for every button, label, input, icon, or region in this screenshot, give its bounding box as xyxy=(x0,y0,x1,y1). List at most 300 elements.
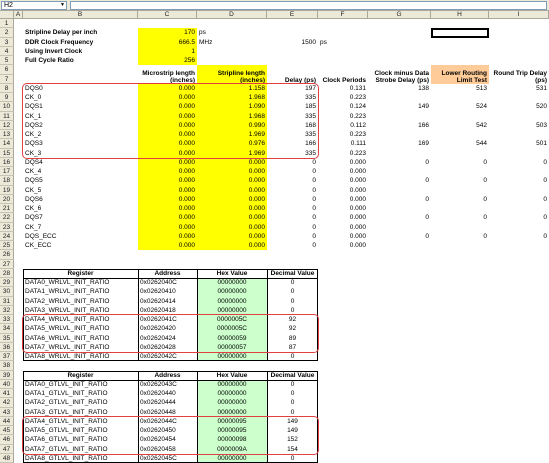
clock-minus-dqs[interactable] xyxy=(368,93,431,102)
register-address[interactable]: 0x0262045C xyxy=(138,454,197,463)
row-header[interactable]: 42 xyxy=(0,398,14,407)
clock-minus-dqs[interactable]: 0 xyxy=(368,232,431,241)
register-name[interactable]: DATA1_GTLVL_INIT_RATIO xyxy=(23,389,138,398)
microstrip-length[interactable]: 0.000 xyxy=(138,241,197,250)
register-address[interactable]: 0x02620454 xyxy=(138,435,197,444)
round-trip-delay[interactable]: 0 xyxy=(489,213,549,222)
round-trip-delay[interactable]: 0 xyxy=(489,158,549,167)
row-header[interactable]: 4 xyxy=(0,47,14,56)
table-header-address[interactable]: Address xyxy=(138,269,197,278)
param-unit[interactable]: MHz xyxy=(197,38,267,47)
microstrip-length[interactable]: 0.000 xyxy=(138,213,197,222)
row-header[interactable]: 21 xyxy=(0,204,14,213)
row-header[interactable]: 32 xyxy=(0,306,14,315)
row-header[interactable]: 37 xyxy=(0,352,14,361)
clock-periods[interactable]: 0.000 xyxy=(318,241,368,250)
column-header-i[interactable]: I xyxy=(489,11,549,19)
clock-minus-dqs[interactable]: 166 xyxy=(368,121,431,130)
clock-minus-dqs[interactable] xyxy=(368,186,431,195)
row-header[interactable]: 13 xyxy=(0,130,14,139)
register-address[interactable]: 0x02620444 xyxy=(138,398,197,407)
chevron-down-icon[interactable]: ▼ xyxy=(60,2,65,9)
register-decimal-value[interactable]: 0 xyxy=(267,398,318,407)
microstrip-length[interactable]: 0.000 xyxy=(138,130,197,139)
register-name[interactable]: DATA5_GTLVL_INIT_RATIO xyxy=(23,426,138,435)
lower-routing-limit[interactable]: 0 xyxy=(431,158,489,167)
register-name[interactable]: DATA8_WRLVL_INIT_RATIO xyxy=(23,352,138,361)
register-decimal-value[interactable]: 0 xyxy=(267,380,318,389)
register-name[interactable]: DATA7_WRLVL_INIT_RATIO xyxy=(23,343,138,352)
signal-name[interactable]: DQS0 xyxy=(23,84,138,93)
param-value[interactable]: 256 xyxy=(138,56,197,65)
register-address[interactable]: 0x02620420 xyxy=(138,324,197,333)
param-label[interactable]: DDR Clock Frequency xyxy=(23,38,138,47)
delay-value[interactable]: 0 xyxy=(267,223,318,232)
register-address[interactable]: 0x0262041C xyxy=(138,315,197,324)
signal-name[interactable]: CK_3 xyxy=(23,149,138,158)
param-value[interactable]: 1 xyxy=(138,47,197,56)
microstrip-length[interactable]: 0.000 xyxy=(138,167,197,176)
register-address[interactable]: 0x0262044C xyxy=(138,417,197,426)
lower-routing-limit[interactable]: 542 xyxy=(431,121,489,130)
table-header-register[interactable]: Register xyxy=(23,269,138,278)
register-decimal-value[interactable]: 154 xyxy=(267,445,318,454)
row-header[interactable]: 27 xyxy=(0,260,14,269)
stripline-length[interactable]: 0.000 xyxy=(197,223,267,232)
row-header[interactable]: 43 xyxy=(0,408,14,417)
delay-value[interactable]: 0 xyxy=(267,213,318,222)
register-hex-value[interactable]: 0000009A xyxy=(197,445,267,454)
delay-value[interactable]: 0 xyxy=(267,195,318,204)
delay-value[interactable]: 185 xyxy=(267,102,318,111)
param-extra-unit[interactable]: ps xyxy=(318,38,368,47)
round-trip-delay[interactable]: 0 xyxy=(489,232,549,241)
register-hex-value[interactable]: 00000000 xyxy=(197,278,267,287)
round-trip-delay[interactable] xyxy=(489,223,549,232)
delay-value[interactable]: 335 xyxy=(267,130,318,139)
clock-periods[interactable]: 0.000 xyxy=(318,158,368,167)
round-trip-delay[interactable]: 0 xyxy=(489,176,549,185)
register-hex-value[interactable]: 00000000 xyxy=(197,380,267,389)
clock-minus-dqs[interactable] xyxy=(368,130,431,139)
stripline-length[interactable]: 0.976 xyxy=(197,139,267,148)
register-name[interactable]: DATA6_GTLVL_INIT_RATIO xyxy=(23,435,138,444)
stripline-length[interactable]: 0.000 xyxy=(197,158,267,167)
clock-periods[interactable]: 0.000 xyxy=(318,204,368,213)
clock-periods[interactable]: 0.000 xyxy=(318,176,368,185)
table-header-hex[interactable]: Hex Value xyxy=(197,371,267,380)
row-header[interactable]: 17 xyxy=(0,167,14,176)
register-name[interactable]: DATA4_GTLVL_INIT_RATIO xyxy=(23,417,138,426)
row-header[interactable]: 34 xyxy=(0,324,14,333)
register-decimal-value[interactable]: 0 xyxy=(267,278,318,287)
lower-routing-limit[interactable]: 513 xyxy=(431,84,489,93)
row-header[interactable]: 23 xyxy=(0,223,14,232)
stripline-length[interactable]: 0.990 xyxy=(197,121,267,130)
row-header[interactable]: 45 xyxy=(0,426,14,435)
lower-routing-limit[interactable]: 0 xyxy=(431,232,489,241)
register-name[interactable]: DATA3_WRLVL_INIT_RATIO xyxy=(23,306,138,315)
signal-name[interactable]: DQS5 xyxy=(23,176,138,185)
clock-minus-dqs[interactable]: 138 xyxy=(368,84,431,93)
register-address[interactable]: 0x02620448 xyxy=(138,408,197,417)
stripline-length[interactable]: 0.000 xyxy=(197,204,267,213)
signal-name[interactable]: DQS4 xyxy=(23,158,138,167)
row-header[interactable]: 7 xyxy=(0,75,14,84)
clock-periods[interactable]: 0.223 xyxy=(318,112,368,121)
clock-periods[interactable]: 0.112 xyxy=(318,121,368,130)
column-header-b[interactable]: B xyxy=(23,11,138,19)
stripline-length[interactable]: 1.968 xyxy=(197,112,267,121)
delay-value[interactable]: 0 xyxy=(267,167,318,176)
register-decimal-value[interactable]: 0 xyxy=(267,454,318,463)
row-header[interactable]: 40 xyxy=(0,380,14,389)
signal-name[interactable]: CK_4 xyxy=(23,167,138,176)
delay-value[interactable]: 335 xyxy=(267,93,318,102)
row-header[interactable]: 16 xyxy=(0,158,14,167)
row-header[interactable]: 24 xyxy=(0,232,14,241)
microstrip-length[interactable]: 0.000 xyxy=(138,204,197,213)
clock-periods[interactable]: 0.131 xyxy=(318,84,368,93)
register-decimal-value[interactable]: 92 xyxy=(267,315,318,324)
register-decimal-value[interactable]: 0 xyxy=(267,297,318,306)
row-header[interactable]: 46 xyxy=(0,435,14,444)
round-trip-delay[interactable] xyxy=(489,204,549,213)
table-header-hex[interactable]: Hex Value xyxy=(197,269,267,278)
clock-minus-dqs[interactable] xyxy=(368,149,431,158)
name-box[interactable] xyxy=(1,1,67,10)
selected-cell-h2[interactable] xyxy=(431,28,489,37)
register-address[interactable]: 0x02620414 xyxy=(138,297,197,306)
register-hex-value[interactable]: 00000000 xyxy=(197,454,267,463)
signal-name[interactable]: CK_6 xyxy=(23,204,138,213)
delay-value[interactable]: 0 xyxy=(267,186,318,195)
lower-routing-limit[interactable] xyxy=(431,241,489,250)
microstrip-length[interactable]: 0.000 xyxy=(138,158,197,167)
register-name[interactable]: DATA6_WRLVL_INIT_RATIO xyxy=(23,334,138,343)
row-header[interactable]: 12 xyxy=(0,121,14,130)
register-name[interactable]: DATA1_WRLVL_INIT_RATIO xyxy=(23,287,138,296)
column-header-f[interactable]: F xyxy=(318,11,368,19)
param-label[interactable]: Stripline Delay per inch xyxy=(23,28,138,37)
microstrip-length[interactable]: 0.000 xyxy=(138,102,197,111)
round-trip-delay[interactable] xyxy=(489,130,549,139)
register-address[interactable]: 0x02620418 xyxy=(138,306,197,315)
round-trip-delay[interactable]: 520 xyxy=(489,102,549,111)
stripline-length[interactable]: 1.969 xyxy=(197,130,267,139)
column-header-d[interactable]: D xyxy=(197,11,267,19)
row-header[interactable]: 22 xyxy=(0,213,14,222)
microstrip-length[interactable]: 0.000 xyxy=(138,186,197,195)
row-header[interactable]: 2 xyxy=(0,28,14,37)
register-hex-value[interactable]: 00000000 xyxy=(197,306,267,315)
stripline-length[interactable]: 1.090 xyxy=(197,102,267,111)
register-name[interactable]: DATA0_GTLVL_INIT_RATIO xyxy=(23,380,138,389)
microstrip-length[interactable]: 0.000 xyxy=(138,84,197,93)
clock-periods[interactable]: 0.111 xyxy=(318,139,368,148)
clock-minus-dqs[interactable] xyxy=(368,241,431,250)
select-all-corner[interactable] xyxy=(0,11,14,19)
param-value[interactable]: 666.5 xyxy=(138,38,197,47)
row-header[interactable]: 47 xyxy=(0,445,14,454)
clock-minus-dqs[interactable]: 0 xyxy=(368,195,431,204)
register-decimal-value[interactable]: 0 xyxy=(267,408,318,417)
register-address[interactable]: 0x02620440 xyxy=(138,389,197,398)
delay-value[interactable]: 0 xyxy=(267,204,318,213)
register-decimal-value[interactable]: 0 xyxy=(267,352,318,361)
clock-minus-dqs[interactable] xyxy=(368,204,431,213)
clock-periods[interactable]: 0.000 xyxy=(318,167,368,176)
microstrip-length[interactable]: 0.000 xyxy=(138,93,197,102)
register-name[interactable]: DATA2_GTLVL_INIT_RATIO xyxy=(23,398,138,407)
clock-minus-dqs[interactable]: 169 xyxy=(368,139,431,148)
row-header[interactable]: 6 xyxy=(0,65,14,74)
param-label[interactable]: Full Cycle Ratio xyxy=(23,56,138,65)
signal-name[interactable]: CK_0 xyxy=(23,93,138,102)
column-header-a[interactable]: A xyxy=(14,11,23,19)
register-decimal-value[interactable]: 87 xyxy=(267,343,318,352)
microstrip-length[interactable]: 0.000 xyxy=(138,139,197,148)
register-hex-value[interactable]: 00000000 xyxy=(197,389,267,398)
register-hex-value[interactable]: 00000000 xyxy=(197,398,267,407)
lower-routing-limit[interactable] xyxy=(431,130,489,139)
lower-routing-limit[interactable] xyxy=(431,149,489,158)
delay-value[interactable]: 335 xyxy=(267,112,318,121)
param-value[interactable]: 170 xyxy=(138,28,197,37)
row-header[interactable]: 38 xyxy=(0,361,14,370)
signal-name[interactable]: DQS6 xyxy=(23,195,138,204)
delay-value[interactable]: 197 xyxy=(267,84,318,93)
stripline-length[interactable]: 0.000 xyxy=(197,176,267,185)
signal-name[interactable]: CK_ECC xyxy=(23,241,138,250)
signal-name[interactable]: DQS2 xyxy=(23,121,138,130)
lower-routing-limit[interactable]: 524 xyxy=(431,102,489,111)
register-address[interactable]: 0x02620428 xyxy=(138,343,197,352)
row-header[interactable]: 5 xyxy=(0,56,14,65)
microstrip-length[interactable]: 0.000 xyxy=(138,176,197,185)
stripline-length[interactable]: 0.000 xyxy=(197,186,267,195)
row-header[interactable]: 48 xyxy=(0,454,14,463)
stripline-length[interactable]: 0.000 xyxy=(197,213,267,222)
clock-periods[interactable]: 0.000 xyxy=(318,195,368,204)
row-header[interactable]: 26 xyxy=(0,250,14,259)
param-extra-value[interactable]: 1500 xyxy=(267,38,318,47)
table-header-decimal[interactable]: Decimal Value xyxy=(267,371,318,380)
clock-periods[interactable]: 0.223 xyxy=(318,149,368,158)
lower-routing-limit[interactable] xyxy=(431,112,489,121)
register-decimal-value[interactable]: 149 xyxy=(267,426,318,435)
stripline-length[interactable]: 1.969 xyxy=(197,149,267,158)
row-header[interactable]: 11 xyxy=(0,112,14,121)
stripline-length[interactable]: 0.000 xyxy=(197,195,267,204)
register-hex-value[interactable]: 00000095 xyxy=(197,417,267,426)
row-header[interactable]: 19 xyxy=(0,186,14,195)
row-header[interactable]: 35 xyxy=(0,334,14,343)
row-header[interactable]: 41 xyxy=(0,389,14,398)
param-unit[interactable]: ps xyxy=(197,28,267,37)
microstrip-length[interactable]: 0.000 xyxy=(138,232,197,241)
register-decimal-value[interactable]: 89 xyxy=(267,334,318,343)
register-hex-value[interactable]: 0000005C xyxy=(197,315,267,324)
signal-name[interactable]: DQS1 xyxy=(23,102,138,111)
row-header[interactable]: 8 xyxy=(0,84,14,93)
row-header[interactable]: 31 xyxy=(0,297,14,306)
signal-name[interactable]: CK_2 xyxy=(23,130,138,139)
column-header-c[interactable]: C xyxy=(138,11,197,19)
register-name[interactable]: DATA0_WRLVL_INIT_RATIO xyxy=(23,278,138,287)
lower-routing-limit[interactable] xyxy=(431,204,489,213)
register-name[interactable]: DATA7_GTLVL_INIT_RATIO xyxy=(23,445,138,454)
table-header-decimal[interactable]: Decimal Value xyxy=(267,269,318,278)
signal-name[interactable]: DQS_ECC xyxy=(23,232,138,241)
register-decimal-value[interactable]: 152 xyxy=(267,435,318,444)
delay-value[interactable]: 168 xyxy=(267,121,318,130)
row-header[interactable]: 1 xyxy=(0,19,14,28)
stripline-length[interactable]: 1.158 xyxy=(197,84,267,93)
lower-routing-limit[interactable]: 0 xyxy=(431,176,489,185)
param-label[interactable]: Using Invert Clock xyxy=(23,47,138,56)
register-decimal-value[interactable]: 149 xyxy=(267,417,318,426)
clock-periods[interactable]: 0.000 xyxy=(318,223,368,232)
row-header[interactable]: 33 xyxy=(0,315,14,324)
register-name[interactable]: DATA5_WRLVL_INIT_RATIO xyxy=(23,324,138,333)
row-header[interactable]: 18 xyxy=(0,176,14,185)
lower-routing-limit[interactable] xyxy=(431,186,489,195)
register-hex-value[interactable]: 00000098 xyxy=(197,435,267,444)
register-hex-value[interactable]: 00000000 xyxy=(197,297,267,306)
round-trip-delay[interactable] xyxy=(489,167,549,176)
round-trip-delay[interactable]: 531 xyxy=(489,84,549,93)
clock-minus-dqs[interactable] xyxy=(368,112,431,121)
table-header-register[interactable]: Register xyxy=(23,371,138,380)
stripline-length[interactable]: 0.000 xyxy=(197,241,267,250)
column-title-delay xyxy=(267,65,318,84)
clock-minus-dqs[interactable]: 0 xyxy=(368,158,431,167)
column-header-h[interactable]: H xyxy=(431,11,489,19)
formula-input[interactable] xyxy=(70,1,547,10)
register-decimal-value[interactable]: 0 xyxy=(267,306,318,315)
clock-periods[interactable]: 0.000 xyxy=(318,186,368,195)
register-hex-value[interactable]: 00000000 xyxy=(197,408,267,417)
column-header-g[interactable]: G xyxy=(368,11,431,19)
microstrip-length[interactable]: 0.000 xyxy=(138,223,197,232)
clock-periods[interactable]: 0.000 xyxy=(318,232,368,241)
round-trip-delay[interactable]: 501 xyxy=(489,139,549,148)
row-header[interactable]: 39 xyxy=(0,371,14,380)
register-hex-value[interactable]: 00000000 xyxy=(197,352,267,361)
lower-routing-limit[interactable]: 0 xyxy=(431,213,489,222)
signal-name[interactable]: CK_5 xyxy=(23,186,138,195)
lower-routing-limit[interactable] xyxy=(431,93,489,102)
round-trip-delay[interactable]: 503 xyxy=(489,121,549,130)
row-header[interactable]: 3 xyxy=(0,38,14,47)
register-name[interactable]: DATA3_GTLVL_INIT_RATIO xyxy=(23,408,138,417)
register-decimal-value[interactable]: 92 xyxy=(267,324,318,333)
register-address[interactable]: 0x02620424 xyxy=(138,334,197,343)
table-header-address[interactable]: Address xyxy=(138,371,197,380)
delay-value[interactable]: 166 xyxy=(267,139,318,148)
signal-name[interactable]: CK_1 xyxy=(23,112,138,121)
delay-value[interactable]: 0 xyxy=(267,176,318,185)
register-name[interactable]: DATA8_GTLVL_INIT_RATIO xyxy=(23,454,138,463)
signal-name[interactable]: CK_7 xyxy=(23,223,138,232)
clock-periods[interactable]: 0.223 xyxy=(318,130,368,139)
register-address[interactable]: 0x0262042C xyxy=(138,352,197,361)
microstrip-length[interactable]: 0.000 xyxy=(138,149,197,158)
register-hex-value[interactable]: 00000059 xyxy=(197,334,267,343)
register-name[interactable]: DATA4_WRLVL_INIT_RATIO xyxy=(23,315,138,324)
clock-periods[interactable]: 0.223 xyxy=(318,93,368,102)
round-trip-delay[interactable]: 0 xyxy=(489,195,549,204)
row-header[interactable]: 15 xyxy=(0,149,14,158)
delay-value[interactable]: 0 xyxy=(267,241,318,250)
row-header[interactable]: 25 xyxy=(0,241,14,250)
register-hex-value[interactable]: 00000057 xyxy=(197,343,267,352)
signal-name[interactable]: DQS7 xyxy=(23,213,138,222)
register-hex-value[interactable]: 00000095 xyxy=(197,426,267,435)
round-trip-delay[interactable] xyxy=(489,93,549,102)
stripline-length[interactable]: 0.000 xyxy=(197,167,267,176)
register-address[interactable]: 0x0262040C xyxy=(138,278,197,287)
row-header[interactable]: 30 xyxy=(0,287,14,296)
lower-routing-limit[interactable]: 544 xyxy=(431,139,489,148)
row-header[interactable]: 36 xyxy=(0,343,14,352)
microstrip-length[interactable]: 0.000 xyxy=(138,112,197,121)
clock-minus-dqs[interactable]: 0 xyxy=(368,213,431,222)
row-header[interactable]: 14 xyxy=(0,139,14,148)
register-address[interactable]: 0x02620458 xyxy=(138,445,197,454)
microstrip-length[interactable]: 0.000 xyxy=(138,195,197,204)
lower-routing-limit[interactable] xyxy=(431,167,489,176)
round-trip-delay[interactable] xyxy=(489,241,549,250)
register-address[interactable]: 0x02620450 xyxy=(138,426,197,435)
register-address[interactable]: 0x0262043C xyxy=(138,380,197,389)
lower-routing-limit[interactable] xyxy=(431,223,489,232)
row-header[interactable]: 29 xyxy=(0,278,14,287)
spreadsheet-grid[interactable] xyxy=(0,11,549,459)
round-trip-delay[interactable] xyxy=(489,186,549,195)
row-header[interactable]: 20 xyxy=(0,195,14,204)
clock-minus-dqs[interactable] xyxy=(368,223,431,232)
register-hex-value[interactable]: 0000005C xyxy=(197,324,267,333)
clock-minus-dqs[interactable] xyxy=(368,167,431,176)
register-name[interactable]: DATA2_WRLVL_INIT_RATIO xyxy=(23,297,138,306)
stripline-length[interactable]: 1.968 xyxy=(197,93,267,102)
delay-value[interactable]: 0 xyxy=(267,232,318,241)
signal-name[interactable]: DQS3 xyxy=(23,139,138,148)
clock-periods[interactable]: 0.000 xyxy=(318,213,368,222)
column-header-e[interactable]: E xyxy=(267,11,318,19)
register-decimal-value[interactable]: 0 xyxy=(267,389,318,398)
round-trip-delay[interactable] xyxy=(489,149,549,158)
row-header[interactable]: 10 xyxy=(0,102,14,111)
microstrip-length[interactable]: 0.000 xyxy=(138,121,197,130)
register-decimal-value[interactable]: 0 xyxy=(267,287,318,296)
register-address[interactable]: 0x02620410 xyxy=(138,287,197,296)
delay-value[interactable]: 0 xyxy=(267,158,318,167)
clock-periods[interactable]: 0.124 xyxy=(318,102,368,111)
clock-minus-dqs[interactable]: 0 xyxy=(368,176,431,185)
row-header[interactable]: 9 xyxy=(0,93,14,102)
register-hex-value[interactable]: 00000000 xyxy=(197,287,267,296)
row-header[interactable]: 44 xyxy=(0,417,14,426)
clock-minus-dqs[interactable]: 149 xyxy=(368,102,431,111)
round-trip-delay[interactable] xyxy=(489,112,549,121)
row-header[interactable]: 28 xyxy=(0,269,14,278)
delay-value[interactable]: 335 xyxy=(267,149,318,158)
stripline-length[interactable]: 0.000 xyxy=(197,232,267,241)
lower-routing-limit[interactable]: 0 xyxy=(431,195,489,204)
